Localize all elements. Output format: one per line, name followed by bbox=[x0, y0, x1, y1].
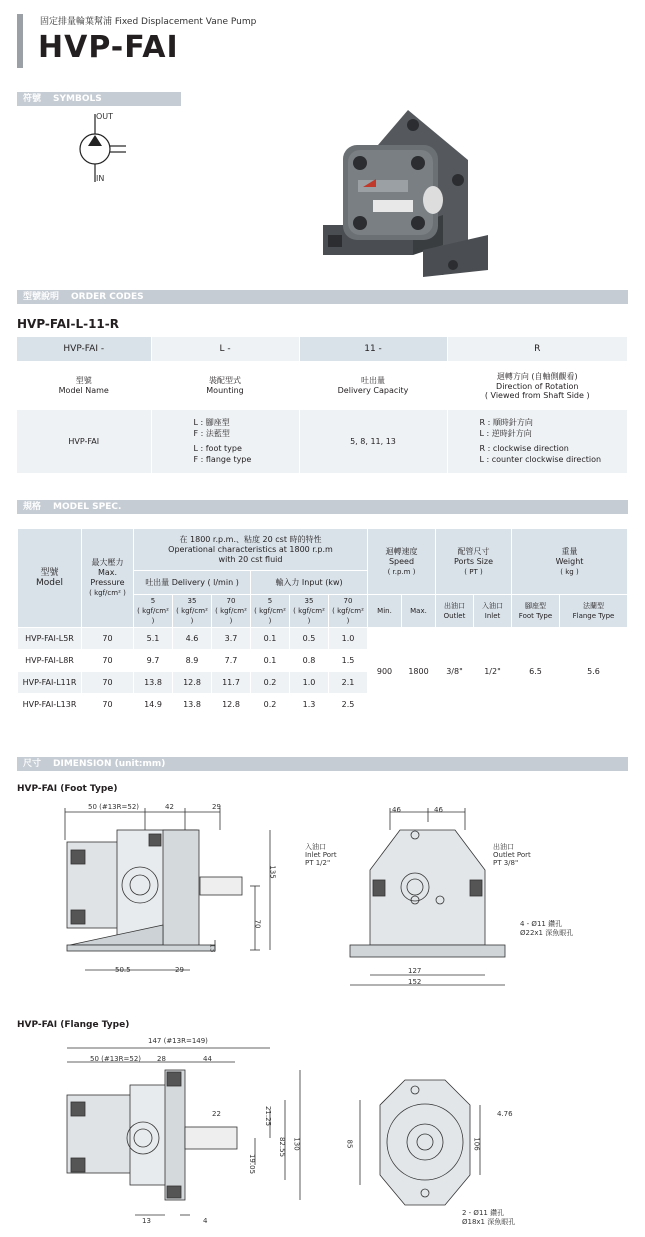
dim-label: 13 bbox=[142, 1217, 151, 1225]
spec-p-col: 5 ( kgf/cm² ) bbox=[251, 595, 290, 628]
outlet-port-label: 出油口 Outlet Port PT 3/8" bbox=[493, 843, 531, 867]
spec-weight-flange-value: 5.6 bbox=[560, 628, 628, 716]
spec-head-delivery: 吐出量 Delivery ( l/min ) bbox=[134, 571, 251, 595]
order-header-capacity: 11 - bbox=[299, 337, 447, 361]
dim-label: 42 bbox=[165, 803, 174, 811]
table-row: HVP-FAI-L11R 70 13.8 12.8 11.7 0.2 1.0 2.1 bbox=[18, 672, 628, 694]
flange-front-view-drawing bbox=[355, 1075, 505, 1215]
dim-label: 135 bbox=[268, 865, 277, 879]
spec-port-inlet: 入油口 Inlet bbox=[474, 595, 512, 628]
dim-label: 46 bbox=[392, 806, 401, 814]
order-value-rotation: R : 順時針方向 L : 逆時針方向 R : clockwise direction L : counter clockwise direction bbox=[447, 409, 628, 473]
table-row: HVP-FAI-L5R 70 5.1 4.6 3.7 0.1 0.5 1.0 900 1800 3/8" 1/2" 6.5 5.6 bbox=[18, 628, 628, 650]
order-value-mounting: L : 腳座型 F : 法藍型 L : foot type F : flange type bbox=[151, 409, 299, 473]
spec-p-col: 35 ( kgf/cm² ) bbox=[173, 595, 212, 628]
spec-head-ports: 配管尺寸 Ports Size ( PT ) bbox=[436, 529, 512, 595]
dim-label: 29 bbox=[175, 966, 184, 974]
dim-label: 147 (#13R=149) bbox=[148, 1037, 208, 1045]
foot-type-title: HVP-FAI (Foot Type) bbox=[17, 784, 118, 794]
spec-head-operational: 在 1800 r.p.m.、粘度 20 cst 時的特性 Operational characteristics at 1800 r.p.m with 20 cst fluid bbox=[134, 529, 368, 571]
spec-head-input: 輸入力 Input (kw) bbox=[251, 571, 368, 595]
spec-speed-max-value: 1800 bbox=[402, 628, 436, 716]
inlet-port-label: 入油口 Inlet Port PT 1/2" bbox=[305, 843, 337, 867]
dim-label: 152 bbox=[408, 978, 422, 986]
dim-label: 130 bbox=[292, 1137, 301, 1151]
order-name-model: 型號 Model Name bbox=[17, 361, 151, 409]
spec-p-col: 70 ( kgf/cm² ) bbox=[329, 595, 368, 628]
foot-side-view-drawing bbox=[55, 800, 285, 990]
symbol-out-label: OUT bbox=[96, 112, 114, 121]
spec-p-col: 35 ( kgf/cm² ) bbox=[290, 595, 329, 628]
spec-weight-flange: 法蘭型 Flange Type bbox=[560, 595, 628, 628]
dim-label: 85 bbox=[345, 1139, 354, 1149]
spec-speed-min: Min. bbox=[368, 595, 402, 628]
table-row: HVP-FAI-L8R 70 9.7 8.9 7.7 0.1 0.8 1.5 bbox=[18, 650, 628, 672]
dim-label: 82.55 bbox=[278, 1136, 287, 1158]
section-bar-order-codes: 型號說明 ORDER CODES bbox=[17, 290, 628, 304]
dim-label: 22 bbox=[212, 1110, 221, 1118]
dim-label: 50.5 bbox=[115, 966, 131, 974]
order-header-model: HVP-FAI - bbox=[17, 337, 151, 361]
flange-type-title: HVP-FAI (Flange Type) bbox=[17, 1020, 130, 1030]
order-name-rotation: 迴轉方向 (自軸側觀看) Direction of Rotation ( Viewed from Shaft Side ) bbox=[447, 361, 628, 409]
spec-weight-foot: 腳座型 Foot Type bbox=[512, 595, 560, 628]
dim-label: 29 bbox=[212, 803, 221, 811]
order-code-table bbox=[17, 337, 628, 474]
dim-label: 4 bbox=[203, 1217, 208, 1225]
dim-label: 21.25 bbox=[264, 1105, 273, 1127]
order-name-capacity: 吐出量 Delivery Capacity bbox=[299, 361, 447, 409]
spec-head-pressure: 最大壓力 Max. Pressure ( kgf/cm² ) bbox=[82, 529, 134, 628]
spec-p-col: 5 ( kgf/cm² ) bbox=[134, 595, 173, 628]
pump-product-image bbox=[318, 105, 498, 280]
spec-p-col: 70 ( kgf/cm² ) bbox=[212, 595, 251, 628]
order-header-rotation: R bbox=[447, 337, 628, 361]
spec-outlet-value: 3/8" bbox=[436, 628, 474, 716]
table-row: HVP-FAI-L13R 70 14.9 13.8 12.8 0.2 1.3 2.5 bbox=[18, 694, 628, 716]
dim-label: 50 (#13R=52) bbox=[88, 803, 140, 811]
spec-weight-foot-value: 6.5 bbox=[512, 628, 560, 716]
title-accent-bar bbox=[17, 14, 23, 68]
hole-callout: 2 - Ø11 鑽孔 Ø18x1 深魚眼孔 bbox=[462, 1209, 516, 1226]
order-code-example: HVP-FAI-L-11-R bbox=[17, 317, 119, 331]
order-value-model: HVP-FAI bbox=[17, 409, 151, 473]
dim-label: 50 (#13R=52) bbox=[90, 1055, 142, 1063]
spec-speed-min-value: 900 bbox=[368, 628, 402, 716]
spec-inlet-value: 1/2" bbox=[474, 628, 512, 716]
dim-label: 13 bbox=[208, 943, 217, 953]
page-subtitle: 固定排量輪葉幫浦 Fixed Displacement Vane Pump bbox=[40, 17, 257, 27]
dim-label: 4.76 bbox=[497, 1110, 513, 1118]
dim-label: 106 bbox=[472, 1137, 481, 1151]
dim-label: 70 bbox=[253, 919, 262, 929]
foot-front-view-drawing bbox=[340, 800, 510, 990]
spec-speed-max: Max. bbox=[402, 595, 436, 628]
section-bar-symbols: 符號 SYMBOLS bbox=[17, 92, 181, 106]
spec-port-outlet: 出油口 Outlet bbox=[436, 595, 474, 628]
spec-head-model: 型號 Model bbox=[18, 529, 82, 628]
order-name-mounting: 裝配型式 Mounting bbox=[151, 361, 299, 409]
order-value-capacity: 5, 8, 11, 13 bbox=[299, 409, 447, 473]
dim-label: 44 bbox=[203, 1055, 212, 1063]
dim-label: 19.05 bbox=[248, 1153, 257, 1175]
order-header-mounting: L - bbox=[151, 337, 299, 361]
spec-head-weight: 重量 Weight ( kg ) bbox=[512, 529, 628, 595]
section-bar-dimension: 尺寸 DIMENSION (unit:mm) bbox=[17, 757, 628, 771]
section-bar-model-spec: 規格 MODEL SPEC. bbox=[17, 500, 628, 514]
hole-callout: 4 - Ø11 鑽孔 Ø22x1 深魚眼孔 bbox=[520, 920, 574, 937]
page-title: HVP-FAI bbox=[38, 30, 179, 65]
flange-side-view-drawing bbox=[55, 1040, 310, 1230]
model-spec-table bbox=[17, 528, 628, 716]
dim-label: 28 bbox=[157, 1055, 166, 1063]
dim-label: 46 bbox=[434, 806, 443, 814]
dim-label: 127 bbox=[408, 967, 422, 975]
symbol-in-label: IN bbox=[96, 174, 105, 183]
spec-head-speed: 迴轉速度 Speed ( r.p.m ) bbox=[368, 529, 436, 595]
